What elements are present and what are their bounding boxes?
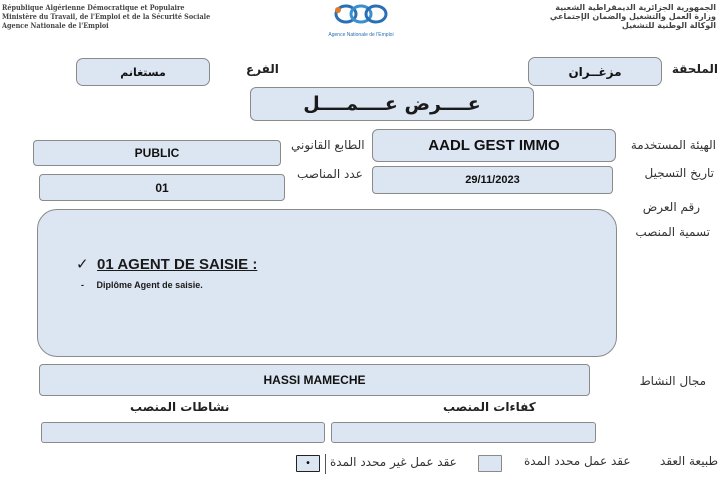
position-name-box[interactable] — [37, 209, 617, 357]
header-fr-line-2: Ministère du Travail, de l'Emploi et de la Sécurité Sociale — [2, 12, 211, 21]
position-heading-row — [76, 255, 257, 274]
offer-number-label: رقم العرض — [642, 200, 700, 214]
branch-value: مستغانم — [120, 65, 166, 79]
legal-status-value: PUBLIC — [134, 146, 180, 160]
open-term-mark: • — [306, 458, 310, 469]
bullet-dash: - — [81, 280, 84, 290]
header-french-text — [2, 3, 302, 30]
position-name-label: تسمية المنصب — [635, 225, 710, 239]
activities-label: نشاطات المنصب — [130, 400, 230, 414]
checkmark-icon: ✓ — [76, 255, 89, 273]
registration-date-field[interactable] — [372, 166, 613, 194]
offer-title: عــــرض عــــمــــل — [303, 93, 481, 115]
annex-value: مزغــران — [568, 64, 622, 79]
positions-count-value: 01 — [155, 180, 169, 195]
position-detail-row — [81, 280, 203, 290]
header-fr-line-3: Agence Nationale de l'Emploi — [2, 21, 109, 30]
positions-count-label: عدد المناصب — [297, 167, 363, 181]
header-ar-line-1: الجمهورية الجزائرية الديمقراطية الشعبية — [555, 3, 716, 12]
branch-label: الفرع — [246, 62, 279, 76]
header-arabic-text — [418, 3, 716, 30]
offer-title-box — [250, 87, 534, 121]
fixed-term-checkbox[interactable] — [478, 455, 502, 472]
competencies-label: كفاءات المنصب — [443, 400, 536, 414]
activity-field-label: مجال النشاط — [639, 374, 706, 388]
legal-status-label: الطابع القانوني — [291, 138, 365, 152]
header-ar-line-3: الوكالة الوطنية للتشغيل — [621, 21, 716, 30]
registration-date-value: 29/11/2023 — [465, 174, 520, 186]
competencies-field[interactable] — [331, 422, 596, 443]
employer-value: AADL GEST IMMO — [428, 137, 560, 154]
logo-rings-icon — [316, 2, 406, 28]
agency-logo — [316, 2, 406, 36]
activity-field[interactable] — [39, 364, 590, 396]
positions-count-field[interactable] — [39, 174, 285, 201]
contract-type-label: طبيعة العقد — [660, 454, 718, 468]
fixed-term-label: عقد عمل محدد المدة — [524, 454, 631, 468]
branch-field[interactable] — [76, 58, 210, 86]
logo-caption: Agence Nationale de l'Emploi — [328, 32, 394, 38]
position-detail: Diplôme Agent de saisie. — [96, 280, 203, 290]
employer-field[interactable] — [372, 129, 616, 162]
contract-divider — [325, 454, 326, 474]
annex-field[interactable] — [528, 57, 662, 86]
registration-date-label: تاريخ التسجيل — [644, 166, 714, 180]
header-fr-line-1: République Algérienne Démocratique et Populaire — [2, 3, 185, 12]
position-heading: 01 AGENT DE SAISIE : — [97, 256, 258, 273]
activity-field-value: HASSI MAMECHE — [263, 373, 366, 387]
legal-status-field[interactable] — [33, 140, 281, 166]
employer-label: الهيئة المستخدمة — [630, 138, 716, 152]
open-term-label: عقد عمل غير محدد المدة — [330, 455, 457, 469]
open-term-checkbox[interactable] — [296, 455, 320, 472]
header-ar-line-2: وزارة العمل والتشغيل والضمان الإجتماعي — [549, 12, 716, 21]
annex-label: الملحقة — [671, 62, 718, 76]
activities-field[interactable] — [41, 422, 325, 443]
